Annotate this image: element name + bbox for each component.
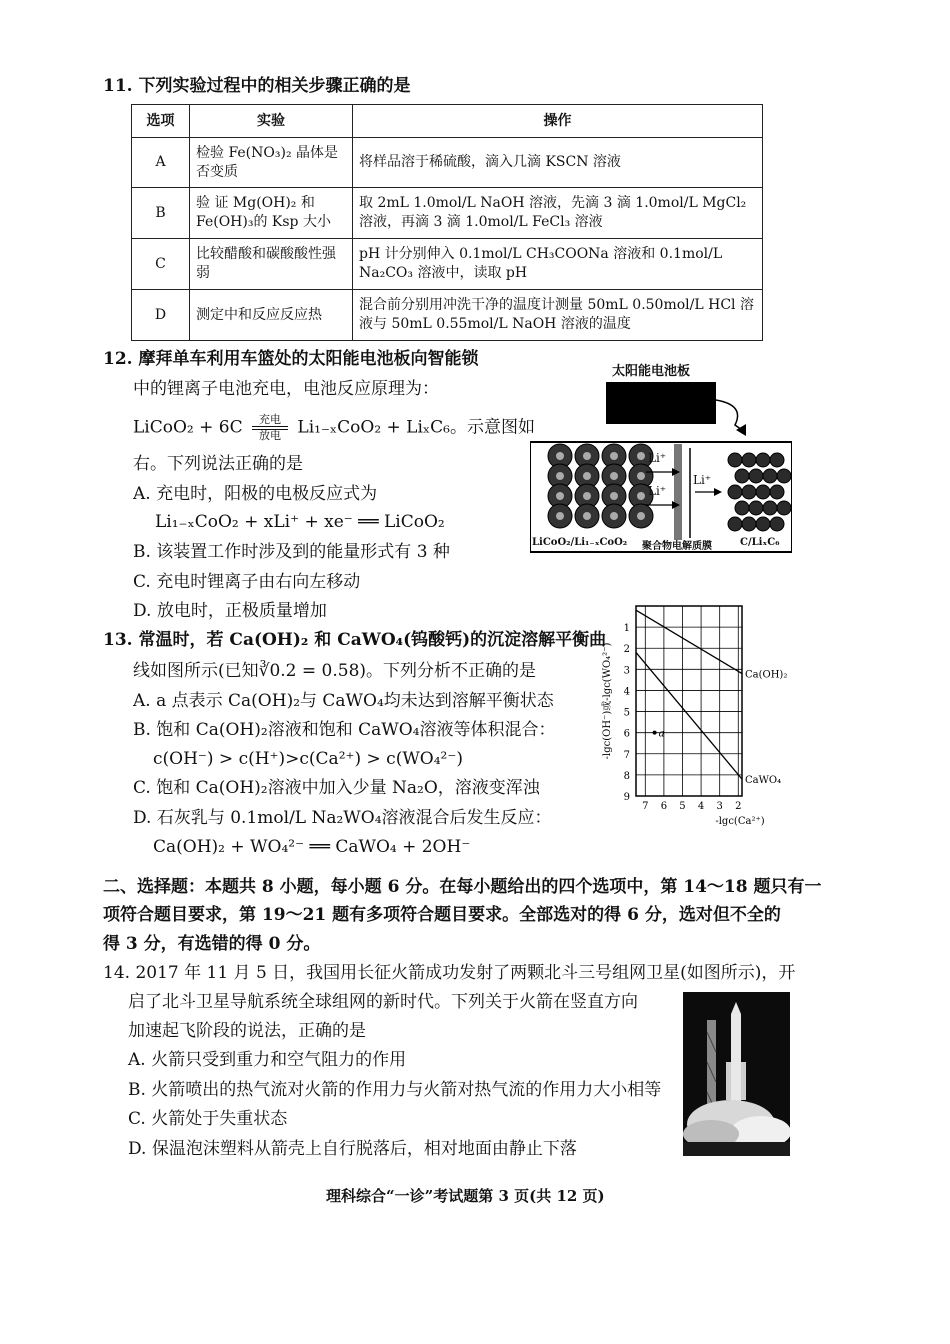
y-axis-label: -lgc(OH⁻)或-lgc(WO₄²⁻) <box>602 642 613 760</box>
graphite-atom <box>756 453 770 467</box>
q14-option-d: D. 保温泡沫塑料从箭壳上自行脱落后，相对地面由静止下落 <box>128 1139 577 1159</box>
graphite-atom <box>756 517 770 531</box>
electrode-atom-core <box>583 512 591 520</box>
section2-line2: 项符合题目要求，第 19～21 题有多项符合题目要求。全部选对的得 6 分，选对但不全的 <box>103 905 781 925</box>
y-tick-label: 3 <box>623 665 630 677</box>
x-tick-label: 6 <box>660 801 668 812</box>
q13-option-d2: Ca(OH)₂ + WO₄²⁻ ══ CaWO₄ + 2OH⁻ <box>153 837 471 857</box>
electrode-atom-core <box>556 452 564 460</box>
q14-option-b: B. 火箭喷出的热气流对火箭的作用力与火箭对热气流的作用力大小相等 <box>128 1080 662 1100</box>
series-label: CaWO₄ <box>745 775 782 787</box>
solubility-chart <box>598 598 798 830</box>
y-tick-label: 5 <box>623 707 630 719</box>
page-footer: 理科综合“一诊”考试题第 3 页(共 12 页) <box>326 1187 605 1205</box>
ion-arrowhead-3 <box>714 488 722 496</box>
solar-panel-label: 太阳能电池板 <box>612 364 691 379</box>
y-tick-label: 8 <box>623 770 630 782</box>
y-tick-label: 9 <box>623 792 630 803</box>
left-electrode-label: LiCoO₂/Li₁₋ₓCoO₂ <box>532 537 628 548</box>
eq-right: Li₁₋ₓCoO₂ + LiₓC₆。示意图如 <box>297 417 535 438</box>
electrode-atom-core <box>583 452 591 460</box>
y-tick-label: 1 <box>623 623 630 635</box>
eq-bottom: 放电 <box>259 429 282 442</box>
table-row <box>132 138 763 188</box>
header-operation: 操作 <box>353 105 763 138</box>
graphite-atom <box>735 501 749 515</box>
graphite-atom <box>742 517 756 531</box>
q11-title: 11. 下列实验过程中的相关步骤正确的是 <box>103 76 411 96</box>
row-experiment: 测定中和反应反应热 <box>190 290 353 341</box>
rocket-booster-left <box>726 1062 731 1100</box>
graphite-atom <box>770 485 784 499</box>
y-tick-label: 6 <box>623 728 630 740</box>
header-experiment: 实验 <box>190 105 353 138</box>
q14-option-a: A. 火箭只受到重力和空气阻力的作用 <box>128 1050 407 1070</box>
table-row <box>132 290 763 341</box>
graphite-atom <box>742 485 756 499</box>
chart-frame <box>636 606 742 796</box>
table-row <box>132 188 763 239</box>
row-option: A <box>132 138 190 188</box>
chart-series <box>636 610 787 786</box>
point-marker <box>653 731 657 735</box>
section2-line1: 二、选择题：本题共 8 小题，每小题 6 分。在每小题给出的四个选项中，第 14～18 题只有一 <box>103 877 822 897</box>
q12-option-b: B. 该装置工作时涉及到的能量形式有 3 种 <box>133 542 450 562</box>
q13-line1: 13. 常温时，若 Ca(OH)₂ 和 CaWO₄(钨酸钙)的沉淀溶解平衡曲 <box>103 630 607 650</box>
q12-option-d: D. 放电时，正极质量增加 <box>133 601 327 621</box>
membrane-label: 聚合物电解质膜 <box>642 541 712 552</box>
graphite-atom <box>770 517 784 531</box>
electrode-atom-core <box>637 512 645 520</box>
row-experiment: 验 证 Mg(OH)₂ 和 Fe(OH)₃的 Ksp 大小 <box>190 188 353 239</box>
table-row <box>132 239 763 290</box>
q12-option-c: C. 充电时锂离子由右向左移动 <box>133 572 361 592</box>
row-operation: 将样品溶于稀硫酸，滴入几滴 KSCN 溶液 <box>353 138 763 188</box>
series-label: Ca(OH)₂ <box>745 669 788 681</box>
eq-arrow <box>252 414 288 442</box>
y-tick-label: 4 <box>623 686 630 698</box>
q13-option-b2: c(OH⁻) > c(H⁺)>c(Ca²⁺) > c(WO₄²⁻) <box>153 749 463 769</box>
graphite-atom <box>749 469 763 483</box>
electrode-atom-core <box>556 472 564 480</box>
row-option: B <box>132 188 190 239</box>
graphite-atom <box>763 501 777 515</box>
eq-left: LiCoO₂ + 6C <box>133 417 243 438</box>
q11-table <box>131 104 763 341</box>
q12-option-a-eq: Li₁₋ₓCoO₂ + xLi⁺ + xe⁻ ══ LiCoO₂ <box>155 512 445 532</box>
row-experiment: 检验 Fe(NO₃)₂ 晶体是否变质 <box>190 138 353 188</box>
x-tick-label: 2 <box>735 801 742 812</box>
li-ion-label-1: Li⁺ <box>648 451 667 465</box>
q14-line2: 启了北斗卫星导航系统全球组网的新时代。下列关于火箭在竖直方向 <box>128 992 638 1012</box>
row-experiment: 比较醋酸和碳酸酸性强弱 <box>190 239 353 290</box>
graphite-atom <box>777 469 791 483</box>
graphite-atom <box>770 453 784 467</box>
graphite-atom <box>728 517 742 531</box>
rocket-booster-right <box>741 1062 746 1100</box>
q12-equation <box>133 414 535 442</box>
graphite-atom <box>728 485 742 499</box>
table-header-row <box>132 105 763 138</box>
graphite-atom <box>763 469 777 483</box>
electrode-atom-core <box>583 472 591 480</box>
q14-line1: 14. 2017 年 11 月 5 日，我国用长征火箭成功发射了两颗北斗三号组网卫星(如图所示)，开 <box>103 963 796 983</box>
graphite-atom <box>742 453 756 467</box>
q14-option-c: C. 火箭处于失重状态 <box>128 1109 288 1129</box>
row-operation: 混合前分别用冲洗干净的温度计测量 50mL 0.50mol/L HCl 溶液与 50mL 0.55mol/L NaOH 溶液的温度 <box>353 290 763 341</box>
row-option: D <box>132 290 190 341</box>
li-ion-label-2: Li⁺ <box>648 484 667 498</box>
q12-option-a: A. 充电时，阳极的电极反应式为 <box>133 484 378 504</box>
membrane-bar <box>674 444 682 540</box>
q12-line4: 右。下列说法正确的是 <box>133 454 303 474</box>
x-tick-label: 7 <box>642 801 649 812</box>
header-option: 选项 <box>132 105 190 138</box>
q14-line3: 加速起飞阶段的说法，正确的是 <box>128 1021 366 1041</box>
wire-arrow <box>736 424 746 436</box>
electrode-atom-core <box>637 492 645 500</box>
point-label: a <box>658 728 665 740</box>
x-tick-label: 5 <box>679 801 686 812</box>
y-tick-label: 2 <box>623 644 630 656</box>
battery-figure <box>530 360 792 556</box>
series-line <box>636 610 742 673</box>
q12-line2: 中的锂离子电池充电，电池反应原理为： <box>133 379 439 399</box>
section2-line3: 得 3 分，有选错的得 0 分。 <box>103 934 321 954</box>
x-axis-label: -lgc(Ca²⁺) <box>715 816 765 827</box>
rocket-launch-photo <box>683 992 790 1156</box>
x-tick-label: 4 <box>697 801 705 812</box>
right-electrode-atoms <box>728 453 791 531</box>
rocket-body <box>731 1014 741 1102</box>
electrode-atom-core <box>610 472 618 480</box>
left-electrode-atoms <box>548 444 653 528</box>
row-operation: 取 2mL 1.0mol/L NaOH 溶液，先滴 3 滴 1.0mol/L MgCl₂ 溶液，再滴 3 滴 1.0mol/L FeCl₃ 溶液 <box>353 188 763 239</box>
q12-line1: 12. 摩拜单车利用车篮处的太阳能电池板向智能锁 <box>103 349 479 369</box>
graphite-atom <box>749 501 763 515</box>
q13-option-d: D. 石灰乳与 0.1mol/L Na₂WO₄溶液混合后发生反应： <box>133 808 552 828</box>
li-ion-label-3: Li⁺ <box>693 473 712 487</box>
q13-line2: 线如图所示(已知∛0.2 = 0.58)。下列分析不正确的是 <box>133 661 537 681</box>
electrode-atom-core <box>556 512 564 520</box>
q13-option-a: A. a 点表示 Ca(OH)₂与 CaWO₄均未达到溶解平衡状态 <box>133 691 554 711</box>
electrode-atom-core <box>583 492 591 500</box>
graphite-atom <box>728 453 742 467</box>
graphite-atom <box>777 501 791 515</box>
graphite-atom <box>756 485 770 499</box>
y-tick-label: 7 <box>623 749 630 761</box>
q13-option-c: C. 饱和 Ca(OH)₂溶液中加入少量 Na₂O，溶液变浑浊 <box>133 778 540 798</box>
series-line <box>636 652 742 779</box>
electrode-atom-core <box>637 452 645 460</box>
electrode-atom-core <box>637 472 645 480</box>
electrode-atom-core <box>610 512 618 520</box>
row-operation: pH 计分别伸入 0.1mol/L CH₃COONa 溶液和 0.1mol/L Na₂CO₃ 溶液中，读取 pH <box>353 239 763 290</box>
electrode-atom-core <box>556 492 564 500</box>
electrode-atom-core <box>610 492 618 500</box>
x-tick-label: 3 <box>716 801 723 812</box>
right-electrode-label: C/LiₓC₆ <box>740 537 780 548</box>
graphite-atom <box>735 469 749 483</box>
q13-option-b: B. 饱和 Ca(OH)₂溶液和饱和 CaWO₄溶液等体积混合： <box>133 720 556 740</box>
electrode-atom-core <box>610 452 618 460</box>
wire-arc <box>716 400 742 430</box>
eq-top: 充电 <box>259 413 282 426</box>
row-option: C <box>132 239 190 290</box>
